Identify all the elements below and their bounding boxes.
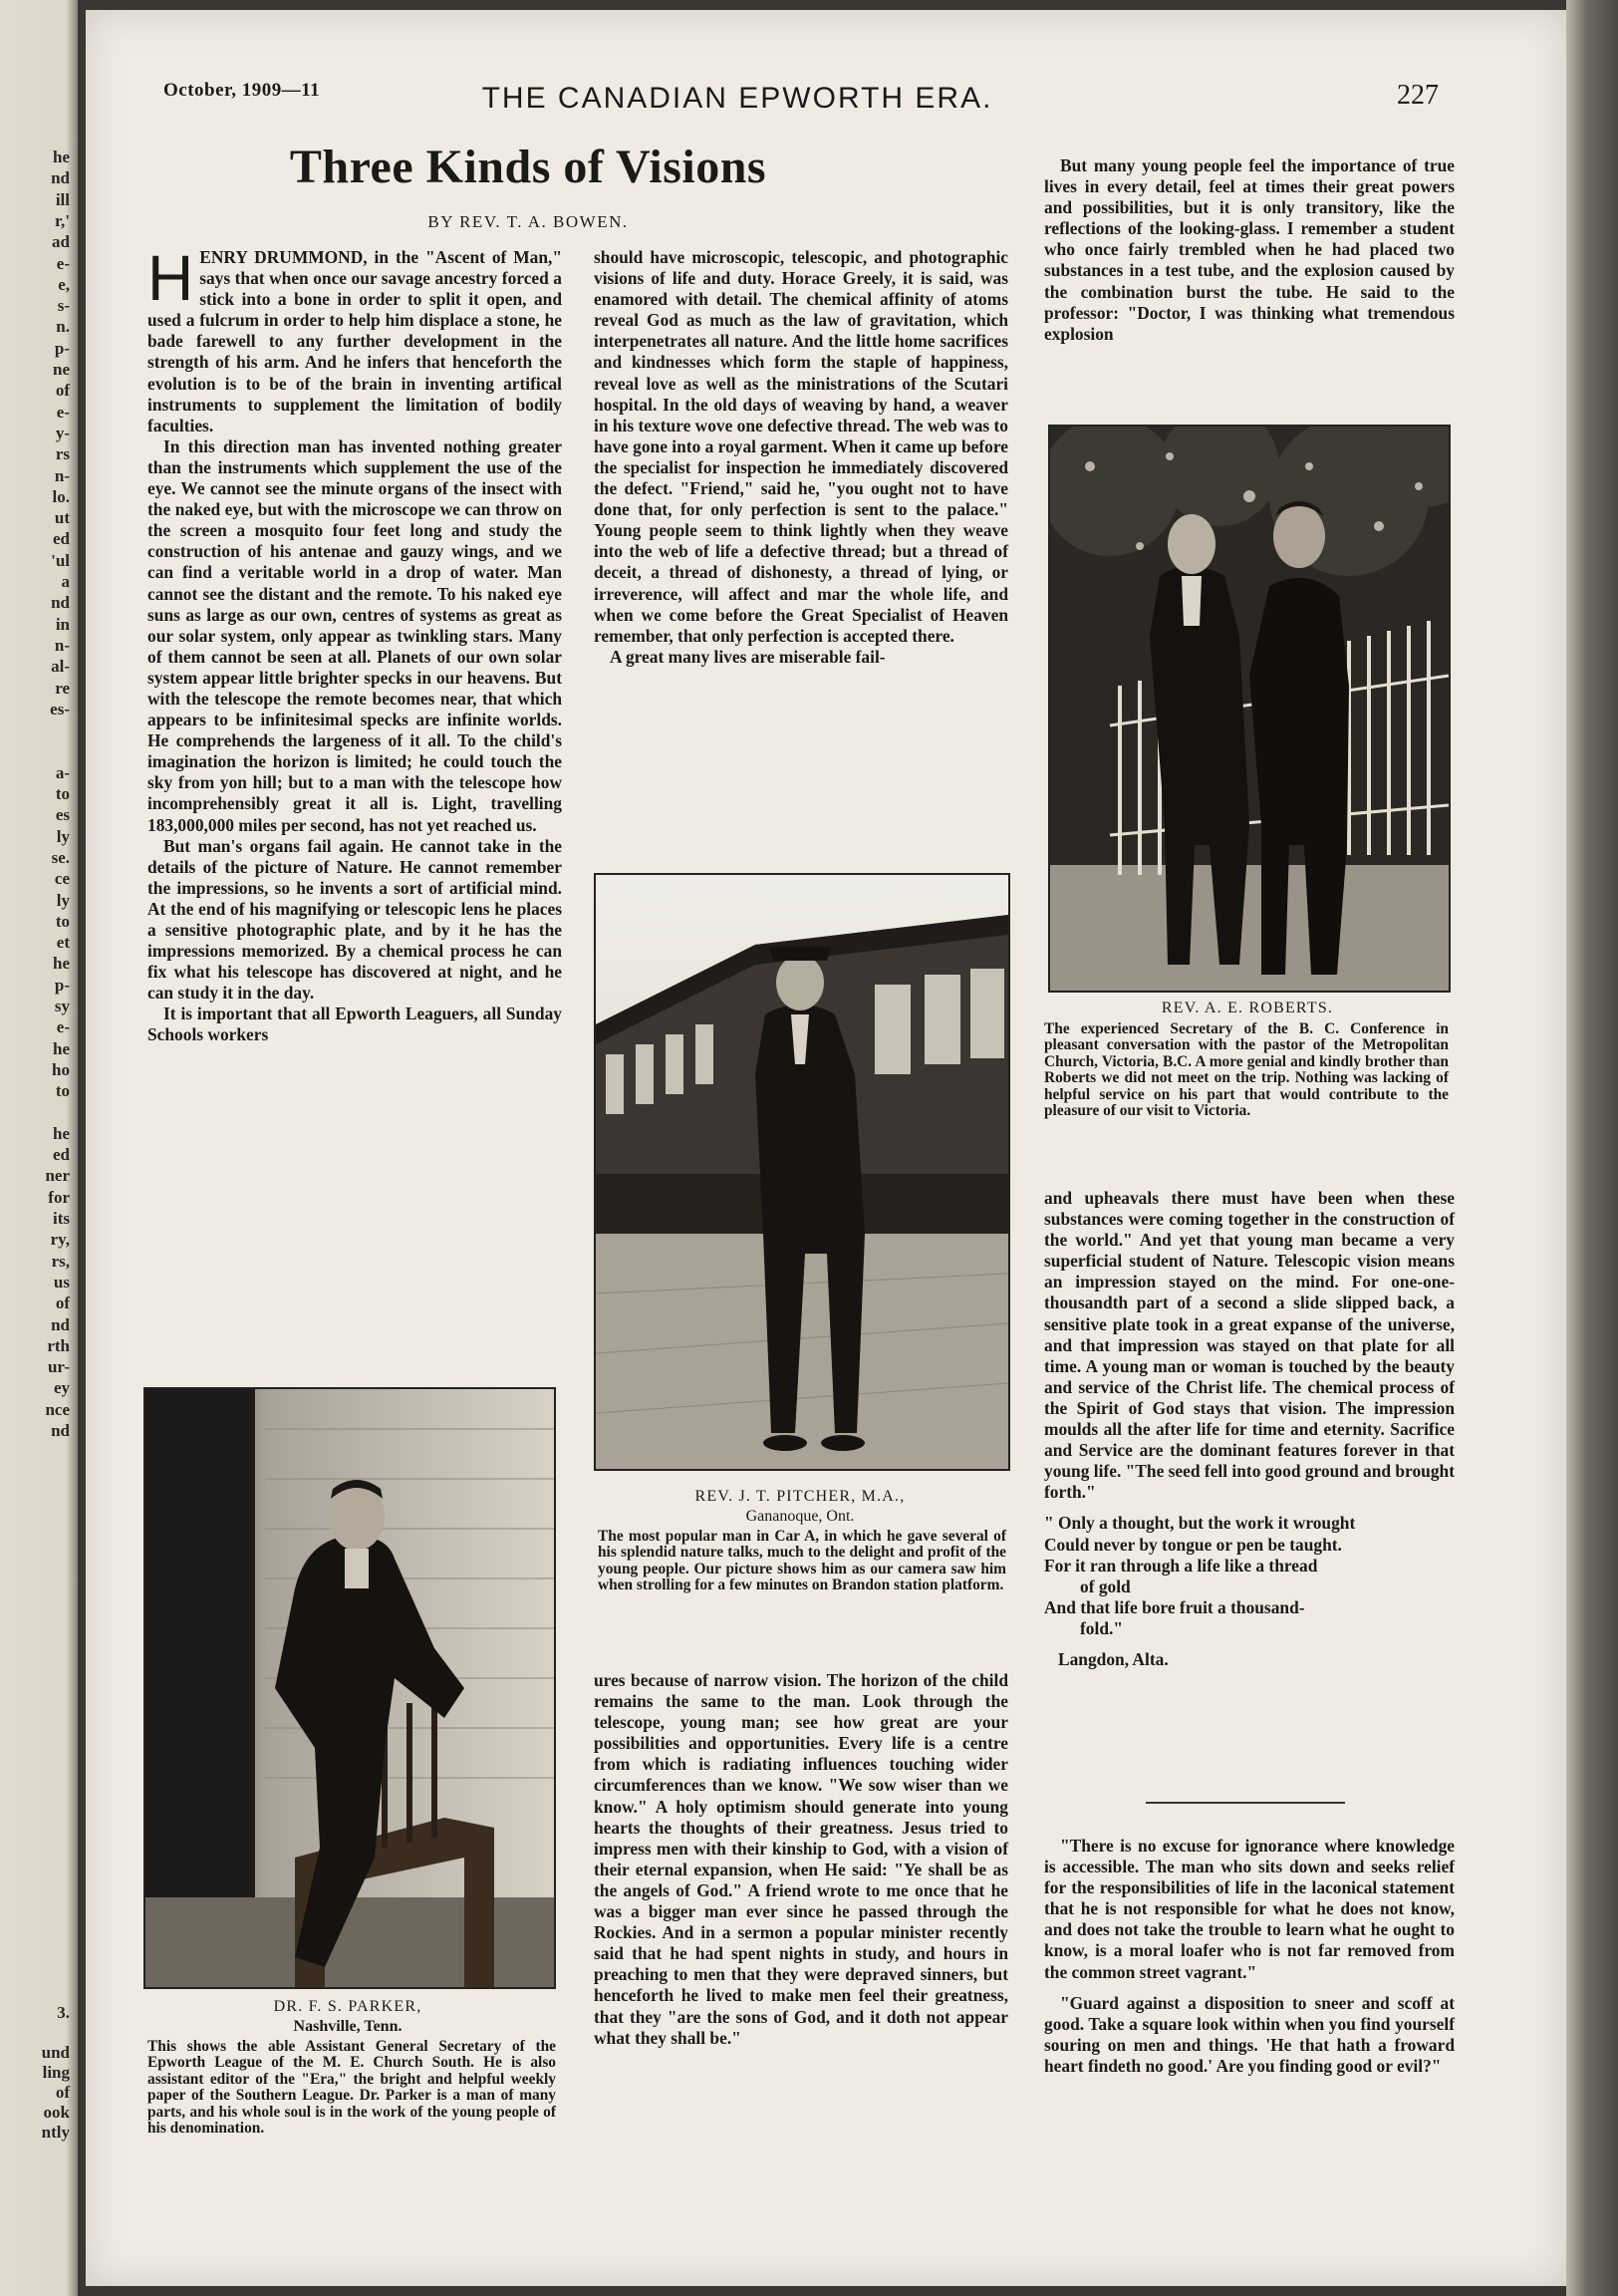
previous-page-fragment: of	[55, 2083, 70, 2102]
previous-page-fragment: ad	[52, 232, 70, 252]
previous-page-fragment: und	[41, 2043, 70, 2062]
photo-parker	[143, 1387, 556, 1989]
caption-pitcher-name: REV. J. T. PITCHER, M.A.,	[694, 1488, 906, 1505]
previous-page-fragment: ed	[53, 1145, 70, 1165]
article-paragraph: should have microscopic, telescopic, and photographic visions of life and duty. Horace Greely, it is said, was enamored with detail. The chemical affinity of atoms reveal God as much as the law of gravitation, which interpenetrates all nature. And the little home sacrifices and kindnesses which form the staple of happiness, reveal love as well as the ministrations of the Scutari hospital. In the old days of weaving by hand, a weaver in his texture wove one defective thread. The web was to have gone into a royal garment. When it came up before the specialist for inspection he immediately discovered the defect. "Friend," said he, "you ought not to have done that, for only perfection is sent to the palace." Young people seem to think lightly when they weave into the web of life a defective thread; but a thread of deceit, a thread of dishonesty, a thread of lying, or irreverence, will affect and mar the whole life, and when we come before the Great Specialist of Heaven remember, that only perfection is accepted there.	[594, 247, 1008, 646]
caption-parker-location: Nashville, Tenn.	[293, 2018, 403, 2035]
previous-page-fragment: a-	[55, 762, 70, 782]
filler-quotes	[1044, 1836, 1455, 2077]
issue-date: October, 1909—11	[163, 80, 321, 101]
previous-page-fragment: 'ul	[51, 550, 70, 570]
previous-page-fragment: ly	[56, 890, 70, 910]
article-paragraph: HENRY DRUMMOND, in the "Ascent of Man," says that when once our savage ancestry forced a stick into a bone in order to split it open, and used a fulcrum in order to help him displace a stone, he bade farewell to any further development in the strength of his arm. And he infers that henceforth the evolution is to be of the brain in inventing artifical instruments to supplement the limitation of bodily faculties.	[147, 242, 562, 435]
article-paragraph: and upheavals there must have been when these substances were coming together in the construction of the world." And yet that young man became a very superficial student of Nature. Telescopic vision means an impression stayed on the mind. For one-one-thousandth part of a second a slide slipped back, a sensitive plate took in a great expanse of the universe, and that impression was stayed on that plate for all time. A young man or woman is touched by the beauty and service of the Christ life. The chemical process of the Spirit of God stays that vision. The impression moulds all the after life for time and eternity. Sacrifice and Service are the dominant features forever in that young life. "The seed fell into good ground and brought forth."	[1044, 1188, 1455, 1503]
previous-page-fragment: ce	[54, 869, 70, 889]
poem-line: And that life bore fruit a thousand-	[1044, 1596, 1305, 1617]
previous-page-fragment: e-	[56, 1017, 70, 1037]
previous-page-fragment: y-	[55, 423, 70, 442]
previous-page-fragment: ling	[42, 2063, 70, 2082]
caption-parker-text: This shows the able Assistant General Secretary of the Epworth League of the M. E. Church South. He is also assistant editor of the "Era," the bright and helpful weekly paper of the Southern League. Dr. Parker is a man of many parts, and his whole soul is in the work of the young people of his denomination.	[147, 2038, 556, 2138]
previous-page-fragment: ho	[52, 1059, 70, 1079]
poem-line: For it ran through a life like a thread	[1044, 1555, 1318, 1576]
column-1	[147, 242, 562, 1046]
previous-page-fragment: ur-	[47, 1357, 70, 1377]
previous-page-fragment: p-	[54, 338, 70, 358]
previous-page-fragment: s-	[57, 296, 70, 316]
previous-page-fragment: rs	[55, 444, 70, 464]
previous-page-fragment: ntly	[41, 2123, 70, 2142]
poem-line: " Only a thought, but the work it wrought	[1044, 1513, 1356, 1534]
poem-line: fold."	[1080, 1617, 1123, 1638]
previous-page-fragment: he	[53, 954, 70, 974]
publication-title: THE CANADIAN EPWORTH ERA.	[481, 82, 993, 115]
article-paragraph: ures because of narrow vision. The horizon of the child remains the same to the man. Look through the telescope, young man; see how great are your possibilities and opportunities. Every life is a centre from which is radiating influences touching wider circumferences than we know. "We sow wiser than we know." A holy optimism should generate into young hearts the thoughts of their greatness. Jesus tried to impress men with their kinship to God, with a vision of their eternal expansion, when He said: "Ye shall be as the angels of God." A friend wrote to me once that he was a bigger man ever since he passed through the Rockies. And in a sermon a popular minister recently said that he had spent nights in study, and hours in preaching to men that they were depraved sinners, but henceforth he lived to make men feel their greatness, that they "are the sons of God, and it doth not appear what they shall be."	[594, 1670, 1008, 2048]
article-paragraph: But man's organs fail again. He cannot take in the details of the picture of Nature. He cannot remember the impressions, so he invents a sort of artificial mind. At the end of his magnifying or telescopic lens he places a sensitive photographic plate, and by it he has the impressions memorized. By a chemical process he can fix what his telescope has discovered at night, and he can study it in the day.	[147, 835, 562, 1004]
previous-page-fragment: nd	[51, 168, 70, 188]
previous-page-fragment: 3.	[57, 2003, 70, 2022]
article-paragraph: A great many lives are miserable fail-	[610, 646, 886, 667]
previous-page-fragment: es-	[50, 699, 70, 718]
column-3	[1044, 155, 1455, 345]
caption-roberts-name: REV. A. E. ROBERTS.	[1161, 1000, 1334, 1016]
previous-page-fragment: nd	[51, 1421, 70, 1440]
photo-roberts	[1048, 425, 1451, 993]
article-paragraph: In this direction man has invented nothing greater than the instruments which supplement the use of the eye. We cannot see the minute organs of the insect with the naked eye, but with the microscope we can throw on the screen a mosquito four feet long and study the construction of his antenae and gauzy wings, and we can find a veritable world in a drop of water. Man cannot see the distant and the remote. To his naked eye suns as large as our own, centres of systems as great as our solar system, only appear as twinkling stars. Many of them cannot be seen at all. Planets of our own solar system appear little brighter specks in our heavens. But with the telescope the remote becomes near, that which appears to be infinitesimal specks are infinite worlds. He comprehends the largeness of it all. To the child's imagination the horizon is limited; he could touch the sky from yon hill; but to a man with the telescope how incomprehensibly great it all is. Light, travelling 183,000,000 miles per second, has not yet reached us.	[147, 435, 562, 835]
previous-page-strip	[0, 0, 78, 2296]
caption-pitcher-text: The most popular man in Car A, in which he gave several of his splendid nature talks, much to the delight and profit of the young people. Our picture shows him as our camera saw him when strolling for a few minutes on Brandon station platform.	[598, 1528, 1006, 1594]
column-3-continued	[1044, 1188, 1455, 1670]
previous-page-fragment: nd	[51, 593, 70, 613]
previous-page-fragment: e-	[56, 253, 70, 273]
book-edge	[1566, 0, 1618, 2296]
previous-page-fragment: ut	[54, 508, 70, 528]
previous-page-fragment: he	[53, 147, 70, 166]
previous-page-fragment: ne	[53, 360, 70, 379]
column-2-continued	[594, 1670, 1008, 2049]
previous-page-fragment: a	[61, 572, 70, 591]
photo-pitcher	[594, 873, 1010, 1471]
photo-parker-image	[145, 1389, 554, 1987]
caption-pitcher-location: Gananoque, Ont.	[745, 1508, 855, 1525]
previous-page-fragment: ner	[45, 1166, 70, 1186]
caption-parker-name: DR. F. S. PARKER,	[273, 1998, 422, 2015]
previous-page-fragment: of	[55, 381, 70, 401]
previous-page-fragment: n-	[54, 465, 70, 485]
column-2	[594, 247, 1008, 668]
previous-page-fragment: he	[53, 1038, 70, 1058]
article-byline: BY REV. T. A. BOWEN.	[427, 212, 629, 231]
previous-page-fragment: to	[55, 784, 70, 803]
article-title: Three Kinds of Visions	[289, 141, 767, 193]
previous-page-fragment: ey	[53, 1378, 70, 1398]
previous-page-fragment: e,	[58, 274, 70, 294]
previous-page-fragment: et	[56, 933, 70, 953]
previous-page-fragment: lo.	[52, 486, 70, 506]
previous-page-fragment: al-	[51, 657, 70, 677]
caption-roberts-text: The experienced Secretary of the B. C. Conference in pleasant conversation with the pastor of the Metropolitan Church, Victoria, B.C. A more genial and kindly brother than Roberts we did not meet on the trip. Nothing was lacking of helpful service on his part that would contribute to the pleasure of our visit to Victoria.	[1044, 1020, 1449, 1120]
poem-line: of gold	[1080, 1576, 1131, 1596]
previous-page-fragment: its	[53, 1209, 70, 1228]
previous-page-fragment: ill	[55, 189, 70, 209]
article-paragraph: It is important that all Epworth Leaguers, all Sunday Schools workers	[147, 1004, 562, 1045]
previous-page-fragment: es	[55, 805, 70, 825]
previous-page-fragment: ed	[53, 529, 70, 549]
drop-cap: H	[147, 242, 194, 314]
previous-page-fragment: nd	[51, 1314, 70, 1334]
previous-page-fragment: nce	[45, 1399, 70, 1419]
filler-quote: "There is no excuse for ignorance where knowledge is accessible. The man who sits down and seeks relief for the responsibilities of life in the laconical statement that he is not responsible for what he does not know, and does not take the trouble to learn what he ought to know, is a moral loafer who is not far removed from the common street vagrant."	[1044, 1836, 1455, 1982]
previous-page-fragment: for	[48, 1187, 70, 1207]
previous-page-fragment: to	[55, 1081, 70, 1101]
previous-page-fragment: e-	[56, 402, 70, 422]
article-paragraph: But many young people feel the importance of true lives in every detail, feel at times their great powers and possibilities, but it is only transitory, like the reflections of the looking-glass. I remember a student who once fairly trembled when he had placed two substances in a test tube, and the explosion caused by the combination burst the tube. He said to the professor: "Doctor, I was thinking what tremendous explosion	[1044, 155, 1455, 344]
previous-page-fragment: n-	[54, 635, 70, 655]
previous-page-fragment: re	[55, 678, 70, 698]
previous-page-fragment: r,'	[55, 210, 70, 230]
previous-page-fragment: he	[53, 1123, 70, 1143]
photo-pitcher-image	[596, 875, 1008, 1469]
previous-page-fragment: sy	[54, 997, 70, 1015]
previous-page-fragment: rs,	[51, 1251, 70, 1271]
previous-page-fragment: p-	[54, 975, 70, 995]
previous-page-fragment: in	[55, 614, 70, 634]
poem	[1044, 1513, 1455, 1639]
previous-page-fragment: to	[55, 911, 70, 931]
previous-page-fragment: ry,	[50, 1230, 70, 1250]
previous-page-fragment: of	[55, 1293, 70, 1313]
previous-page-fragment: n.	[56, 317, 70, 337]
page-number: 227	[1397, 80, 1439, 111]
photo-roberts-image	[1050, 427, 1449, 991]
previous-page-fragment: us	[53, 1272, 70, 1292]
previous-page-fragment: se.	[51, 847, 70, 867]
previous-page-fragment: ook	[43, 2103, 70, 2122]
article-signoff: Langdon, Alta.	[1058, 1648, 1169, 1669]
filler-quote: "Guard against a disposition to sneer and scoff at good. Take a square look within when you find yourself souring on men and things. 'He that hath a froward heart findeth no good.' Are you finding good or evil?"	[1044, 1992, 1455, 2076]
previous-page-fragment: rth	[47, 1335, 70, 1355]
poem-line: Could never by tongue or pen be taught.	[1044, 1534, 1342, 1555]
separator-rule	[1146, 1802, 1345, 1804]
previous-page-fragment: ly	[56, 826, 70, 846]
